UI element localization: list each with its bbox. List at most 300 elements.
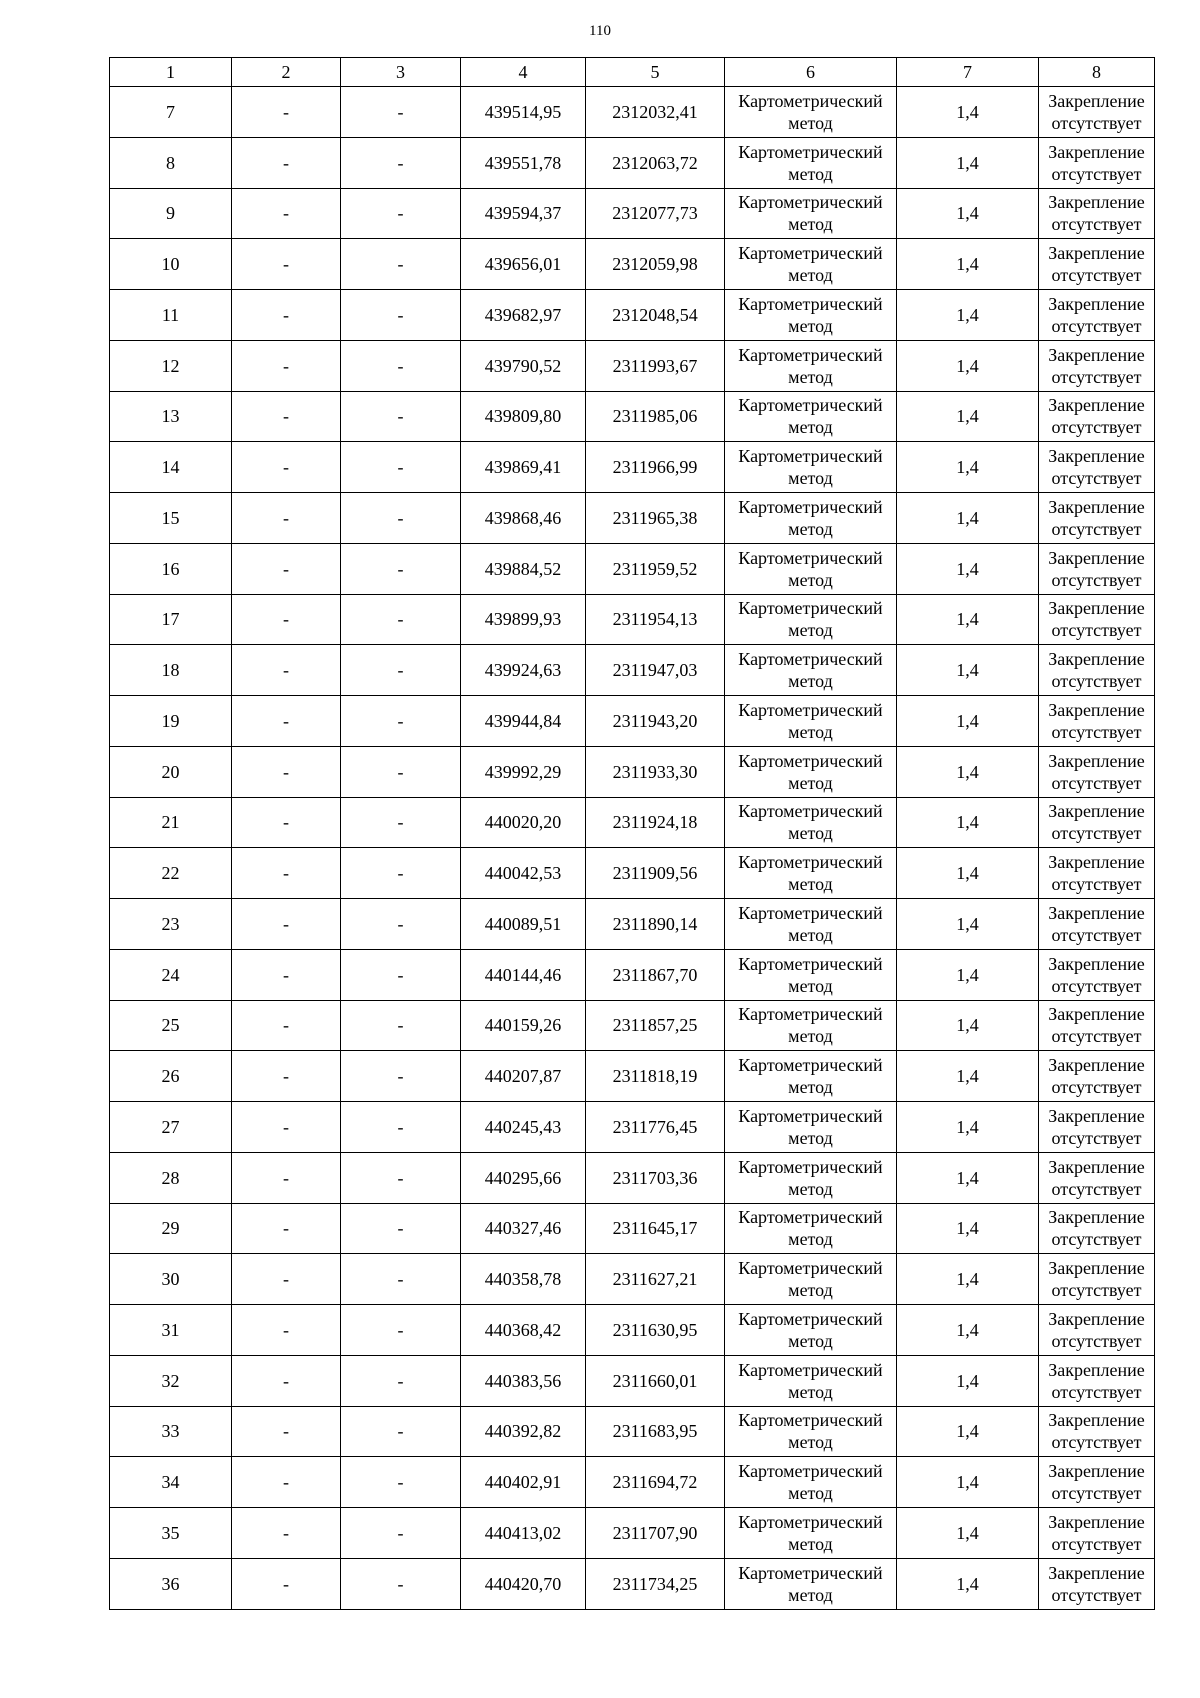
fixation-cell bbox=[1039, 137, 1155, 188]
fixation-line-1: Закрепление bbox=[1048, 699, 1145, 720]
column-header: 2 bbox=[232, 58, 341, 87]
table-row bbox=[110, 1457, 1155, 1508]
fixation-line-1: Закрепление bbox=[1048, 293, 1145, 314]
point-number-cell: 33 bbox=[110, 1406, 232, 1457]
method-cell bbox=[725, 1355, 897, 1406]
y-coordinate-cell: 2312063,72 bbox=[586, 137, 725, 188]
x-coordinate-cell: 440420,70 bbox=[461, 1558, 586, 1609]
x-coordinate-cell: 440327,46 bbox=[461, 1203, 586, 1254]
method-line-1: Картометрический bbox=[738, 344, 883, 365]
y-coordinate-cell: 2311943,20 bbox=[586, 696, 725, 747]
column-3-cell: - bbox=[341, 1152, 461, 1203]
fixation-cell bbox=[1039, 1508, 1155, 1559]
fixation-cell bbox=[1039, 645, 1155, 696]
column-2-cell: - bbox=[232, 594, 341, 645]
fixation-cell bbox=[1039, 797, 1155, 848]
method-line-2: метод bbox=[788, 1533, 833, 1554]
method-cell bbox=[725, 442, 897, 493]
fixation-line-1: Закрепление bbox=[1048, 395, 1145, 416]
point-number-cell: 17 bbox=[110, 594, 232, 645]
method-cell bbox=[725, 1152, 897, 1203]
x-coordinate-cell: 440383,56 bbox=[461, 1355, 586, 1406]
fixation-line-2: отсутствует bbox=[1051, 1229, 1142, 1250]
method-line-1: Картометрический bbox=[738, 1207, 883, 1228]
point-number-cell: 22 bbox=[110, 848, 232, 899]
table-row bbox=[110, 696, 1155, 747]
accuracy-cell: 1,4 bbox=[897, 543, 1039, 594]
column-3-cell: - bbox=[341, 1254, 461, 1305]
fixation-cell bbox=[1039, 848, 1155, 899]
point-number-cell: 31 bbox=[110, 1305, 232, 1356]
column-3-cell: - bbox=[341, 239, 461, 290]
method-line-1: Картометрический bbox=[738, 192, 883, 213]
fixation-cell bbox=[1039, 594, 1155, 645]
fixation-line-1: Закрепление bbox=[1048, 1105, 1145, 1126]
method-line-1: Картометрический bbox=[738, 1105, 883, 1126]
fixation-line-2: отсутствует bbox=[1051, 1178, 1142, 1199]
table-row bbox=[110, 1406, 1155, 1457]
column-2-cell: - bbox=[232, 1355, 341, 1406]
accuracy-cell: 1,4 bbox=[897, 188, 1039, 239]
y-coordinate-cell: 2311966,99 bbox=[586, 442, 725, 493]
fixation-line-2: отсутствует bbox=[1051, 1381, 1142, 1402]
column-2-cell: - bbox=[232, 1254, 341, 1305]
method-cell bbox=[725, 1254, 897, 1305]
x-coordinate-cell: 440089,51 bbox=[461, 899, 586, 950]
y-coordinate-cell: 2311965,38 bbox=[586, 493, 725, 544]
fixation-line-2: отсутствует bbox=[1051, 975, 1142, 996]
point-number-cell: 16 bbox=[110, 543, 232, 594]
method-cell bbox=[725, 290, 897, 341]
y-coordinate-cell: 2311857,25 bbox=[586, 1000, 725, 1051]
fixation-cell bbox=[1039, 949, 1155, 1000]
column-3-cell: - bbox=[341, 493, 461, 544]
method-line-1: Картометрический bbox=[738, 1258, 883, 1279]
accuracy-cell: 1,4 bbox=[897, 1152, 1039, 1203]
accuracy-cell: 1,4 bbox=[897, 1406, 1039, 1457]
method-line-2: метод bbox=[788, 366, 833, 387]
column-3-cell: - bbox=[341, 543, 461, 594]
fixation-line-1: Закрепление bbox=[1048, 1511, 1145, 1532]
table-row bbox=[110, 188, 1155, 239]
x-coordinate-cell: 440358,78 bbox=[461, 1254, 586, 1305]
fixation-line-1: Закрепление bbox=[1048, 1207, 1145, 1228]
method-line-2: метод bbox=[788, 163, 833, 184]
table-row bbox=[110, 848, 1155, 899]
table-row bbox=[110, 1102, 1155, 1153]
method-line-1: Картометрический bbox=[738, 243, 883, 264]
page-number: 110 bbox=[589, 23, 611, 39]
column-3-cell: - bbox=[341, 949, 461, 1000]
fixation-line-2: отсутствует bbox=[1051, 620, 1142, 641]
method-cell bbox=[725, 493, 897, 544]
point-number-cell: 27 bbox=[110, 1102, 232, 1153]
accuracy-cell: 1,4 bbox=[897, 594, 1039, 645]
fixation-line-1: Закрепление bbox=[1048, 446, 1145, 467]
fixation-line-1: Закрепление bbox=[1048, 649, 1145, 670]
table-row bbox=[110, 645, 1155, 696]
column-3-cell: - bbox=[341, 746, 461, 797]
fixation-line-2: отсутствует bbox=[1051, 772, 1142, 793]
method-cell bbox=[725, 1203, 897, 1254]
fixation-cell bbox=[1039, 290, 1155, 341]
y-coordinate-cell: 2311683,95 bbox=[586, 1406, 725, 1457]
method-line-1: Картометрический bbox=[738, 547, 883, 568]
table-row bbox=[110, 1203, 1155, 1254]
accuracy-cell: 1,4 bbox=[897, 1051, 1039, 1102]
fixation-line-1: Закрепление bbox=[1048, 852, 1145, 873]
fixation-cell bbox=[1039, 391, 1155, 442]
y-coordinate-cell: 2311924,18 bbox=[586, 797, 725, 848]
column-3-cell: - bbox=[341, 188, 461, 239]
fixation-cell bbox=[1039, 543, 1155, 594]
accuracy-cell: 1,4 bbox=[897, 696, 1039, 747]
method-cell bbox=[725, 1305, 897, 1356]
table-row bbox=[110, 1000, 1155, 1051]
method-line-1: Картометрический bbox=[738, 446, 883, 467]
fixation-line-1: Закрепление bbox=[1048, 1410, 1145, 1431]
y-coordinate-cell: 2311707,90 bbox=[586, 1508, 725, 1559]
method-line-1: Картометрический bbox=[738, 1562, 883, 1583]
y-coordinate-cell: 2311703,36 bbox=[586, 1152, 725, 1203]
x-coordinate-cell: 439594,37 bbox=[461, 188, 586, 239]
fixation-cell bbox=[1039, 239, 1155, 290]
fixation-cell bbox=[1039, 746, 1155, 797]
y-coordinate-cell: 2311694,72 bbox=[586, 1457, 725, 1508]
point-number-cell: 10 bbox=[110, 239, 232, 290]
fixation-line-1: Закрепление bbox=[1048, 801, 1145, 822]
column-header: 7 bbox=[897, 58, 1039, 87]
method-cell bbox=[725, 797, 897, 848]
point-number-cell: 32 bbox=[110, 1355, 232, 1406]
y-coordinate-cell: 2311954,13 bbox=[586, 594, 725, 645]
method-line-2: метод bbox=[788, 1381, 833, 1402]
table-row bbox=[110, 797, 1155, 848]
coordinates-table bbox=[109, 57, 1155, 1610]
column-2-cell: - bbox=[232, 493, 341, 544]
fixation-line-1: Закрепление bbox=[1048, 192, 1145, 213]
x-coordinate-cell: 440020,20 bbox=[461, 797, 586, 848]
column-3-cell: - bbox=[341, 340, 461, 391]
method-cell bbox=[725, 1000, 897, 1051]
column-2-cell: - bbox=[232, 137, 341, 188]
fixation-cell bbox=[1039, 1102, 1155, 1153]
column-header: 4 bbox=[461, 58, 586, 87]
method-line-1: Картометрический bbox=[738, 699, 883, 720]
fixation-cell bbox=[1039, 188, 1155, 239]
method-cell bbox=[725, 594, 897, 645]
fixation-line-2: отсутствует bbox=[1051, 721, 1142, 742]
column-header: 8 bbox=[1039, 58, 1155, 87]
point-number-cell: 8 bbox=[110, 137, 232, 188]
method-cell bbox=[725, 239, 897, 290]
accuracy-cell: 1,4 bbox=[897, 239, 1039, 290]
x-coordinate-cell: 439551,78 bbox=[461, 137, 586, 188]
x-coordinate-cell: 439944,84 bbox=[461, 696, 586, 747]
y-coordinate-cell: 2312059,98 bbox=[586, 239, 725, 290]
fixation-cell bbox=[1039, 1558, 1155, 1609]
method-cell bbox=[725, 137, 897, 188]
column-2-cell: - bbox=[232, 696, 341, 747]
column-2-cell: - bbox=[232, 188, 341, 239]
fixation-line-2: отсутствует bbox=[1051, 1280, 1142, 1301]
method-cell bbox=[725, 87, 897, 138]
table-row bbox=[110, 340, 1155, 391]
accuracy-cell: 1,4 bbox=[897, 1000, 1039, 1051]
fixation-cell bbox=[1039, 1203, 1155, 1254]
point-number-cell: 35 bbox=[110, 1508, 232, 1559]
accuracy-cell: 1,4 bbox=[897, 848, 1039, 899]
method-line-2: метод bbox=[788, 265, 833, 286]
method-line-1: Картометрический bbox=[738, 395, 883, 416]
point-number-cell: 26 bbox=[110, 1051, 232, 1102]
x-coordinate-cell: 439790,52 bbox=[461, 340, 586, 391]
fixation-cell bbox=[1039, 696, 1155, 747]
column-2-cell: - bbox=[232, 442, 341, 493]
method-line-1: Картометрический bbox=[738, 1461, 883, 1482]
method-line-1: Картометрический bbox=[738, 801, 883, 822]
point-number-cell: 11 bbox=[110, 290, 232, 341]
fixation-line-1: Закрепление bbox=[1048, 953, 1145, 974]
fixation-cell bbox=[1039, 1000, 1155, 1051]
fixation-line-1: Закрепление bbox=[1048, 547, 1145, 568]
x-coordinate-cell: 439514,95 bbox=[461, 87, 586, 138]
column-3-cell: - bbox=[341, 1305, 461, 1356]
y-coordinate-cell: 2311630,95 bbox=[586, 1305, 725, 1356]
method-line-2: метод bbox=[788, 874, 833, 895]
fixation-line-2: отсутствует bbox=[1051, 1077, 1142, 1098]
x-coordinate-cell: 440144,46 bbox=[461, 949, 586, 1000]
fixation-line-1: Закрепление bbox=[1048, 1258, 1145, 1279]
column-2-cell: - bbox=[232, 1305, 341, 1356]
table-row bbox=[110, 137, 1155, 188]
table-row bbox=[110, 543, 1155, 594]
fixation-line-1: Закрепление bbox=[1048, 1156, 1145, 1177]
table-row bbox=[110, 1254, 1155, 1305]
accuracy-cell: 1,4 bbox=[897, 797, 1039, 848]
x-coordinate-cell: 440392,82 bbox=[461, 1406, 586, 1457]
fixation-line-1: Закрепление bbox=[1048, 598, 1145, 619]
method-line-2: метод bbox=[788, 620, 833, 641]
method-line-2: метод bbox=[788, 315, 833, 336]
x-coordinate-cell: 439656,01 bbox=[461, 239, 586, 290]
column-2-cell: - bbox=[232, 340, 341, 391]
fixation-cell bbox=[1039, 493, 1155, 544]
y-coordinate-cell: 2311776,45 bbox=[586, 1102, 725, 1153]
y-coordinate-cell: 2311627,21 bbox=[586, 1254, 725, 1305]
table-row bbox=[110, 391, 1155, 442]
x-coordinate-cell: 440159,26 bbox=[461, 1000, 586, 1051]
column-2-cell: - bbox=[232, 645, 341, 696]
method-line-2: метод bbox=[788, 823, 833, 844]
column-2-cell: - bbox=[232, 899, 341, 950]
x-coordinate-cell: 439868,46 bbox=[461, 493, 586, 544]
column-3-cell: - bbox=[341, 1051, 461, 1102]
method-line-1: Картометрический bbox=[738, 649, 883, 670]
column-2-cell: - bbox=[232, 87, 341, 138]
column-2-cell: - bbox=[232, 1457, 341, 1508]
point-number-cell: 34 bbox=[110, 1457, 232, 1508]
method-line-2: метод bbox=[788, 1127, 833, 1148]
accuracy-cell: 1,4 bbox=[897, 137, 1039, 188]
method-line-2: метод bbox=[788, 975, 833, 996]
method-line-1: Картометрический bbox=[738, 902, 883, 923]
table-row bbox=[110, 594, 1155, 645]
method-cell bbox=[725, 543, 897, 594]
method-line-2: метод bbox=[788, 1483, 833, 1504]
point-number-cell: 7 bbox=[110, 87, 232, 138]
y-coordinate-cell: 2312032,41 bbox=[586, 87, 725, 138]
method-line-2: метод bbox=[788, 468, 833, 489]
method-line-2: метод bbox=[788, 112, 833, 133]
accuracy-cell: 1,4 bbox=[897, 1508, 1039, 1559]
method-cell bbox=[725, 1508, 897, 1559]
x-coordinate-cell: 440207,87 bbox=[461, 1051, 586, 1102]
table-row bbox=[110, 1051, 1155, 1102]
accuracy-cell: 1,4 bbox=[897, 1203, 1039, 1254]
method-cell bbox=[725, 645, 897, 696]
column-3-cell: - bbox=[341, 594, 461, 645]
fixation-line-2: отсутствует bbox=[1051, 1533, 1142, 1554]
table-header-row bbox=[110, 58, 1155, 87]
method-cell bbox=[725, 1558, 897, 1609]
table-row bbox=[110, 290, 1155, 341]
fixation-line-2: отсутствует bbox=[1051, 1026, 1142, 1047]
table-row bbox=[110, 442, 1155, 493]
fixation-line-1: Закрепление bbox=[1048, 1359, 1145, 1380]
accuracy-cell: 1,4 bbox=[897, 493, 1039, 544]
fixation-line-2: отсутствует bbox=[1051, 163, 1142, 184]
column-3-cell: - bbox=[341, 696, 461, 747]
method-line-2: метод bbox=[788, 1026, 833, 1047]
fixation-line-2: отсутствует bbox=[1051, 417, 1142, 438]
method-line-2: метод bbox=[788, 1330, 833, 1351]
method-line-1: Картометрический bbox=[738, 953, 883, 974]
column-3-cell: - bbox=[341, 1406, 461, 1457]
column-3-cell: - bbox=[341, 1000, 461, 1051]
fixation-line-1: Закрепление bbox=[1048, 141, 1145, 162]
column-2-cell: - bbox=[232, 1203, 341, 1254]
method-line-2: метод bbox=[788, 569, 833, 590]
fixation-line-2: отсутствует bbox=[1051, 468, 1142, 489]
method-line-2: метод bbox=[788, 671, 833, 692]
point-number-cell: 28 bbox=[110, 1152, 232, 1203]
method-line-2: метод bbox=[788, 214, 833, 235]
method-cell bbox=[725, 899, 897, 950]
accuracy-cell: 1,4 bbox=[897, 340, 1039, 391]
table-row bbox=[110, 746, 1155, 797]
x-coordinate-cell: 439869,41 bbox=[461, 442, 586, 493]
fixation-line-2: отсутствует bbox=[1051, 1483, 1142, 1504]
fixation-line-2: отсутствует bbox=[1051, 1127, 1142, 1148]
fixation-line-2: отсутствует bbox=[1051, 265, 1142, 286]
fixation-cell bbox=[1039, 1457, 1155, 1508]
accuracy-cell: 1,4 bbox=[897, 442, 1039, 493]
method-line-1: Картометрический bbox=[738, 750, 883, 771]
fixation-line-2: отсутствует bbox=[1051, 1330, 1142, 1351]
accuracy-cell: 1,4 bbox=[897, 1457, 1039, 1508]
method-cell bbox=[725, 340, 897, 391]
y-coordinate-cell: 2311909,56 bbox=[586, 848, 725, 899]
method-line-1: Картометрический bbox=[738, 852, 883, 873]
x-coordinate-cell: 439924,63 bbox=[461, 645, 586, 696]
fixation-line-2: отсутствует bbox=[1051, 366, 1142, 387]
column-2-cell: - bbox=[232, 1051, 341, 1102]
column-header: 6 bbox=[725, 58, 897, 87]
point-number-cell: 15 bbox=[110, 493, 232, 544]
point-number-cell: 25 bbox=[110, 1000, 232, 1051]
column-3-cell: - bbox=[341, 87, 461, 138]
table-row bbox=[110, 493, 1155, 544]
point-number-cell: 23 bbox=[110, 899, 232, 950]
point-number-cell: 24 bbox=[110, 949, 232, 1000]
method-line-2: метод bbox=[788, 1077, 833, 1098]
fixation-cell bbox=[1039, 1152, 1155, 1203]
column-2-cell: - bbox=[232, 543, 341, 594]
method-line-2: метод bbox=[788, 417, 833, 438]
y-coordinate-cell: 2311660,01 bbox=[586, 1355, 725, 1406]
x-coordinate-cell: 440413,02 bbox=[461, 1508, 586, 1559]
fixation-cell bbox=[1039, 1406, 1155, 1457]
fixation-cell bbox=[1039, 899, 1155, 950]
table-row bbox=[110, 1355, 1155, 1406]
method-line-1: Картометрический bbox=[738, 293, 883, 314]
method-cell bbox=[725, 848, 897, 899]
accuracy-cell: 1,4 bbox=[897, 1355, 1039, 1406]
column-3-cell: - bbox=[341, 797, 461, 848]
accuracy-cell: 1,4 bbox=[897, 899, 1039, 950]
method-line-1: Картометрический bbox=[738, 1308, 883, 1329]
column-3-cell: - bbox=[341, 1203, 461, 1254]
y-coordinate-cell: 2311959,52 bbox=[586, 543, 725, 594]
table-row bbox=[110, 1152, 1155, 1203]
column-2-cell: - bbox=[232, 746, 341, 797]
fixation-line-1: Закрепление bbox=[1048, 1562, 1145, 1583]
method-cell bbox=[725, 1406, 897, 1457]
fixation-line-1: Закрепление bbox=[1048, 1004, 1145, 1025]
fixation-line-2: отсутствует bbox=[1051, 569, 1142, 590]
y-coordinate-cell: 2311818,19 bbox=[586, 1051, 725, 1102]
accuracy-cell: 1,4 bbox=[897, 1102, 1039, 1153]
fixation-line-2: отсутствует bbox=[1051, 315, 1142, 336]
method-line-2: метод bbox=[788, 1178, 833, 1199]
fixation-line-1: Закрепление bbox=[1048, 1055, 1145, 1076]
x-coordinate-cell: 439884,52 bbox=[461, 543, 586, 594]
x-coordinate-cell: 439992,29 bbox=[461, 746, 586, 797]
point-number-cell: 19 bbox=[110, 696, 232, 747]
method-line-1: Картометрический bbox=[738, 1055, 883, 1076]
column-header: 5 bbox=[586, 58, 725, 87]
method-line-2: метод bbox=[788, 924, 833, 945]
fixation-line-2: отсутствует bbox=[1051, 1584, 1142, 1605]
y-coordinate-cell: 2311890,14 bbox=[586, 899, 725, 950]
column-3-cell: - bbox=[341, 137, 461, 188]
column-2-cell: - bbox=[232, 391, 341, 442]
column-3-cell: - bbox=[341, 442, 461, 493]
column-3-cell: - bbox=[341, 391, 461, 442]
fixation-line-1: Закрепление bbox=[1048, 90, 1145, 111]
point-number-cell: 29 bbox=[110, 1203, 232, 1254]
fixation-cell bbox=[1039, 442, 1155, 493]
table-row bbox=[110, 87, 1155, 138]
method-cell bbox=[725, 949, 897, 1000]
column-2-cell: - bbox=[232, 1406, 341, 1457]
fixation-line-1: Закрепление bbox=[1048, 344, 1145, 365]
x-coordinate-cell: 440042,53 bbox=[461, 848, 586, 899]
method-line-2: метод bbox=[788, 1280, 833, 1301]
method-line-1: Картометрический bbox=[738, 1359, 883, 1380]
point-number-cell: 14 bbox=[110, 442, 232, 493]
